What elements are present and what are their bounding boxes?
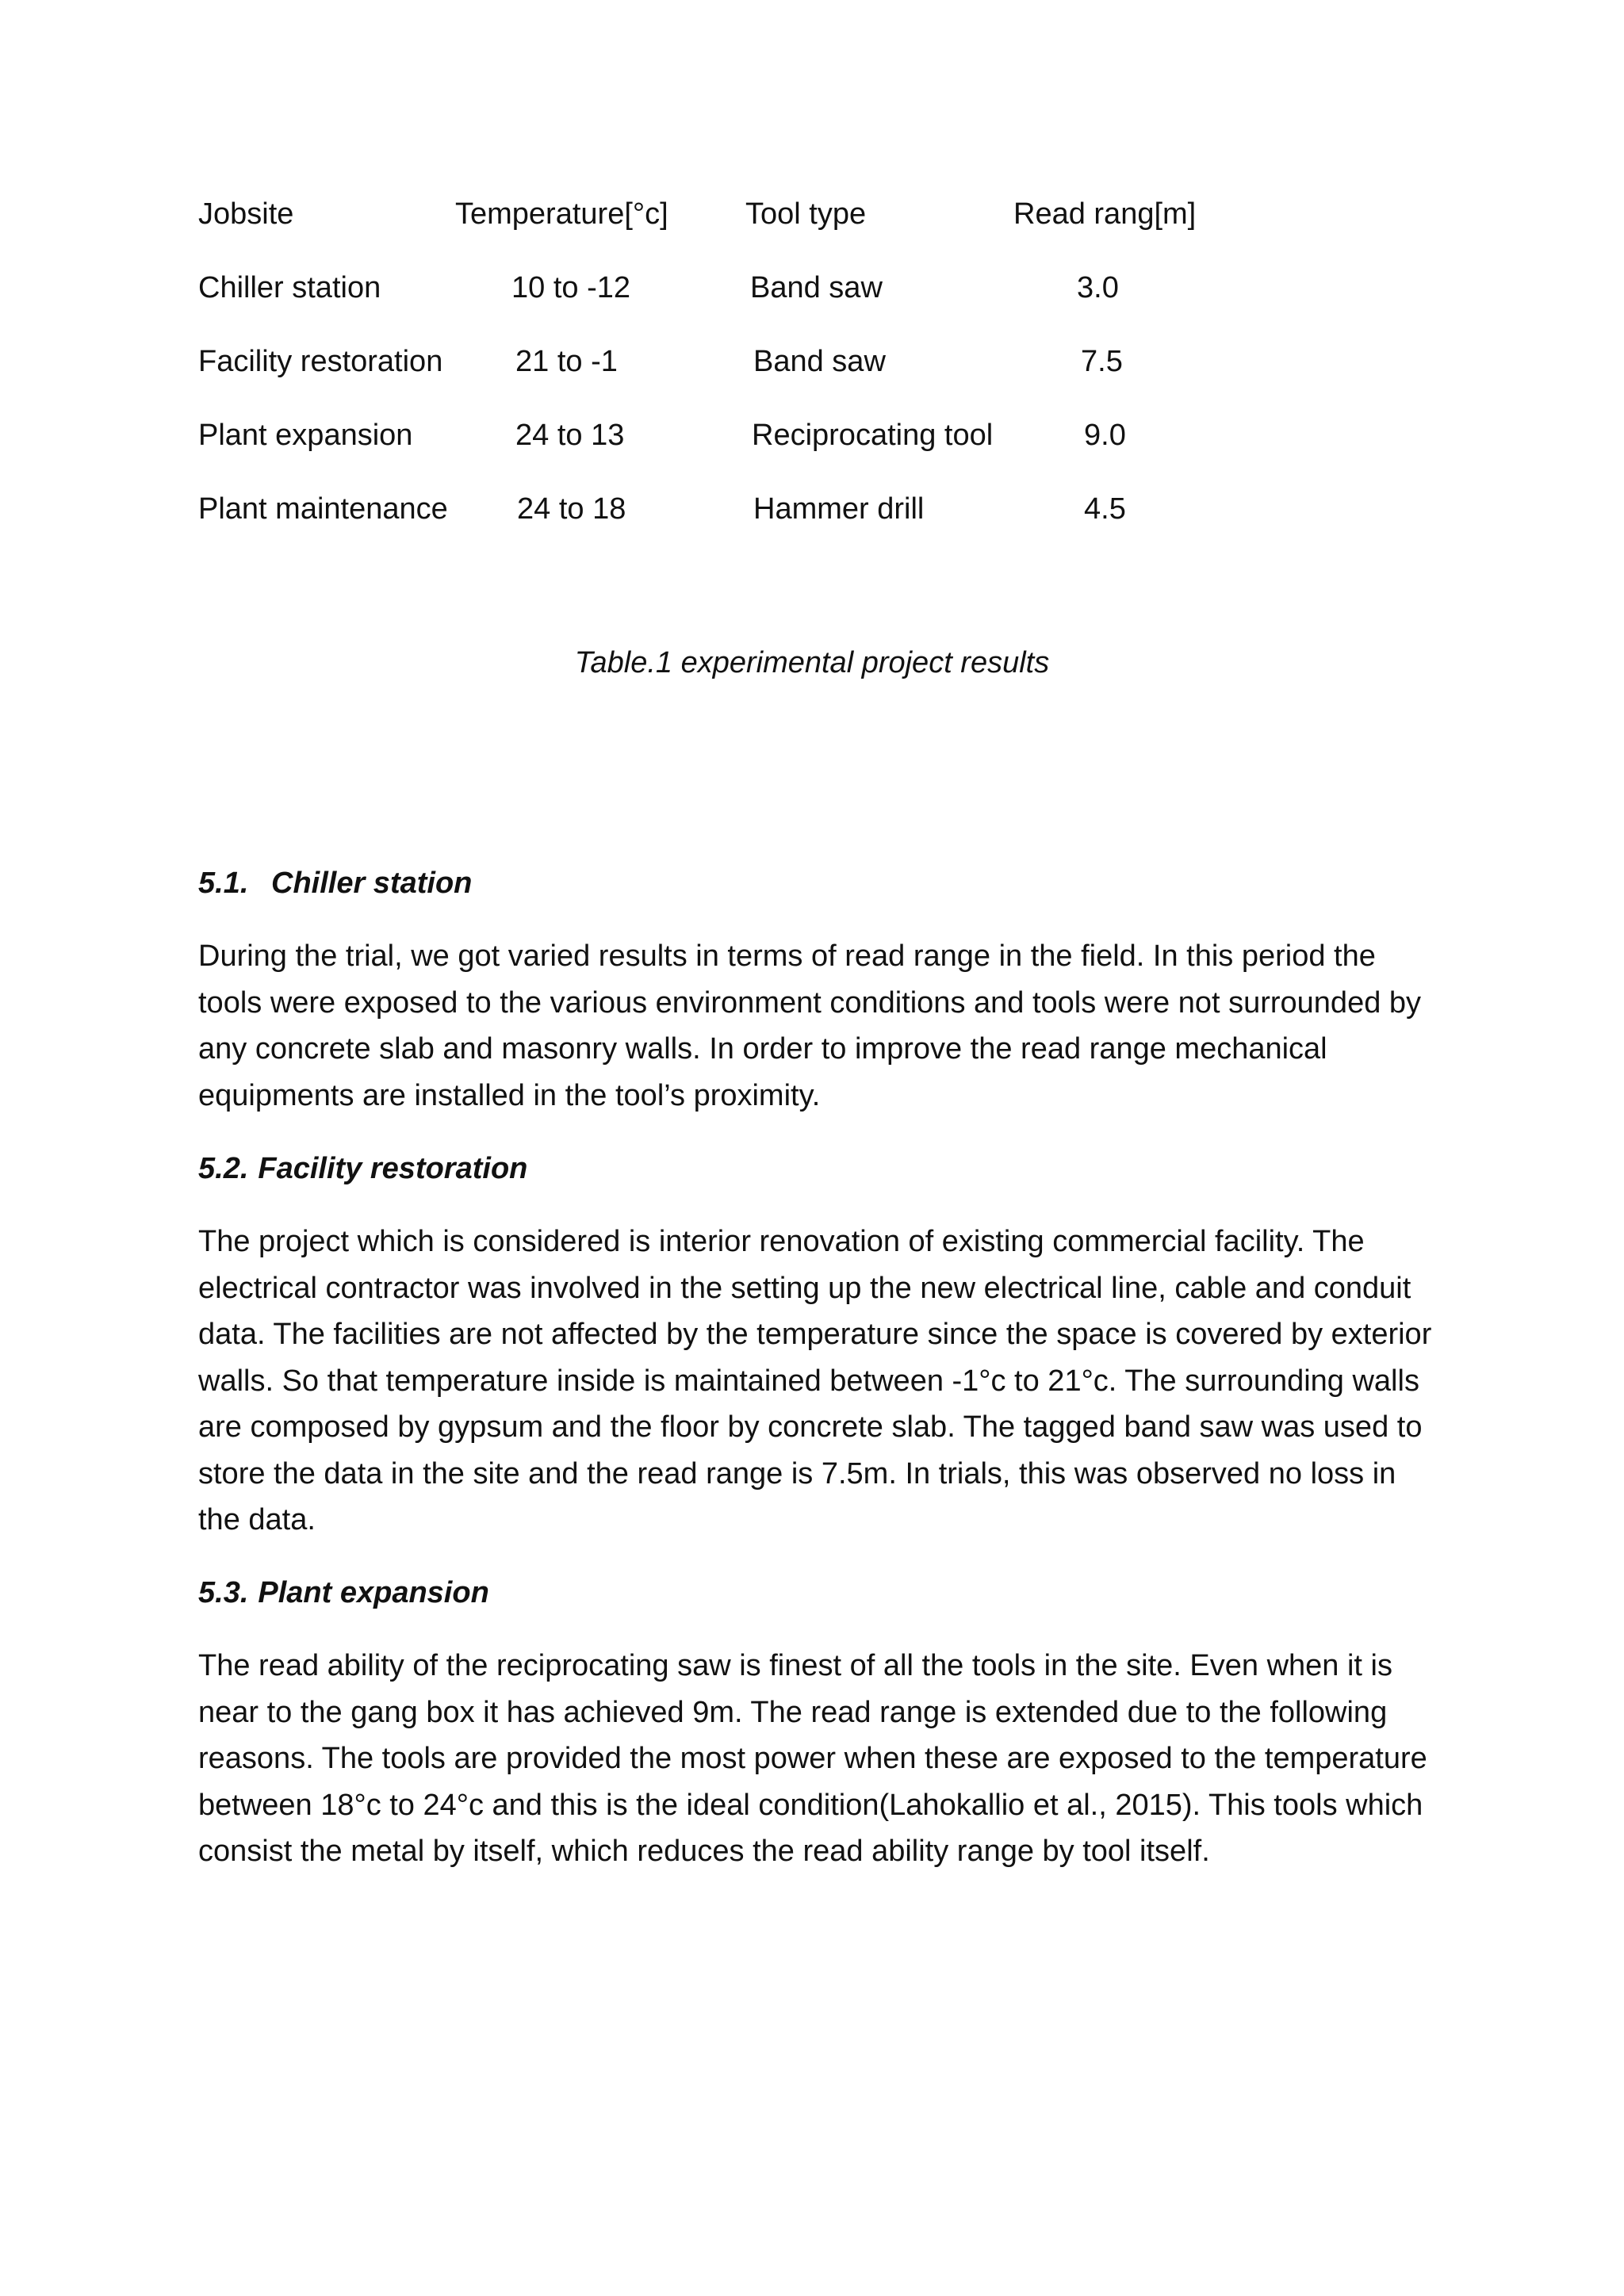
- section-paragraph-plant-expansion: The read ability of the reciprocating saw is finest of all the tools in the site. Even when it is near to the gang box it has achieved 9m. The read range is extended due to the following reasons. The tools are provided the most power when these are exposed to the temperature between 18°c to 24°c and this is the ideal condition(Lahokallio et al., 2015). This tools which consist the metal by itself, which reduces the read ability range by tool itself.: [198, 1649, 1427, 1868]
- cell-tool-type: Hammer drill: [753, 492, 925, 526]
- cell-read-range: 4.5: [1084, 492, 1126, 526]
- cell-temperature: 24 to 18: [517, 492, 626, 526]
- table-row: [198, 485, 1467, 559]
- section-heading-plant-expansion: [198, 1569, 489, 1617]
- header-jobsite: Jobsite: [198, 197, 294, 231]
- section-title: Plant expansion: [258, 1576, 489, 1609]
- section-number: 5.1.: [198, 867, 249, 900]
- table-caption: Table.1 experimental project results: [574, 646, 1050, 679]
- cell-temperature: 10 to -12: [511, 271, 630, 304]
- cell-temperature: 24 to 13: [515, 419, 625, 452]
- section-paragraph-facility-restoration: The project which is considered is interior renovation of existing commercial facility. The electrical contractor was involved in the setting up the new electrical line, cable and conduit data. The facilities are not affected by the temperature since the space is covered by exterior walls. So that temperature inside is maintained between -1°c to 21°c. The surrounding walls are composed by gypsum and the floor by concrete slab. The tagged band saw was used to store the data in the site and the read range is 7.5m. In trials, this was observed no loss in the data.: [198, 1225, 1432, 1536]
- section-number: 5.2.: [198, 1152, 249, 1185]
- cell-tool-type: Band saw: [750, 271, 883, 304]
- cell-jobsite: Facility restoration: [198, 345, 443, 378]
- cell-read-range: 9.0: [1084, 419, 1126, 452]
- table-row: [198, 411, 1467, 485]
- cell-tool-type: Reciprocating tool: [752, 419, 994, 452]
- header-temperature: Temperature[°c]: [455, 197, 668, 231]
- results-table: [198, 190, 1467, 559]
- cell-jobsite: Chiller station: [198, 271, 381, 304]
- cell-read-range: 3.0: [1077, 271, 1119, 304]
- cell-temperature: 21 to -1: [515, 345, 618, 378]
- section-paragraph-chiller-station: During the trial, we got varied results in terms of read range in the field. In this period the tools were exposed to the various environment conditions and tools were not surrounded by any concrete slab and masonry walls. In order to improve the read range mechanical equipments are installed in the tool’s proximity.: [198, 939, 1422, 1112]
- cell-jobsite: Plant expansion: [198, 419, 413, 452]
- header-read-range: Read rang[m]: [1013, 197, 1197, 231]
- table-row: [198, 264, 1467, 338]
- cell-tool-type: Band saw: [753, 345, 886, 378]
- section-title: Facility restoration: [258, 1152, 528, 1185]
- table-row: [198, 338, 1467, 411]
- table-header-row: [198, 190, 1467, 264]
- section-heading-facility-restoration: [198, 1145, 527, 1192]
- header-tool-type: Tool type: [745, 197, 867, 231]
- section-heading-chiller-station: [198, 859, 472, 907]
- cell-read-range: 7.5: [1081, 345, 1123, 378]
- section-title: Chiller station: [271, 867, 473, 900]
- section-number: 5.3.: [198, 1576, 249, 1609]
- cell-jobsite: Plant maintenance: [198, 492, 448, 526]
